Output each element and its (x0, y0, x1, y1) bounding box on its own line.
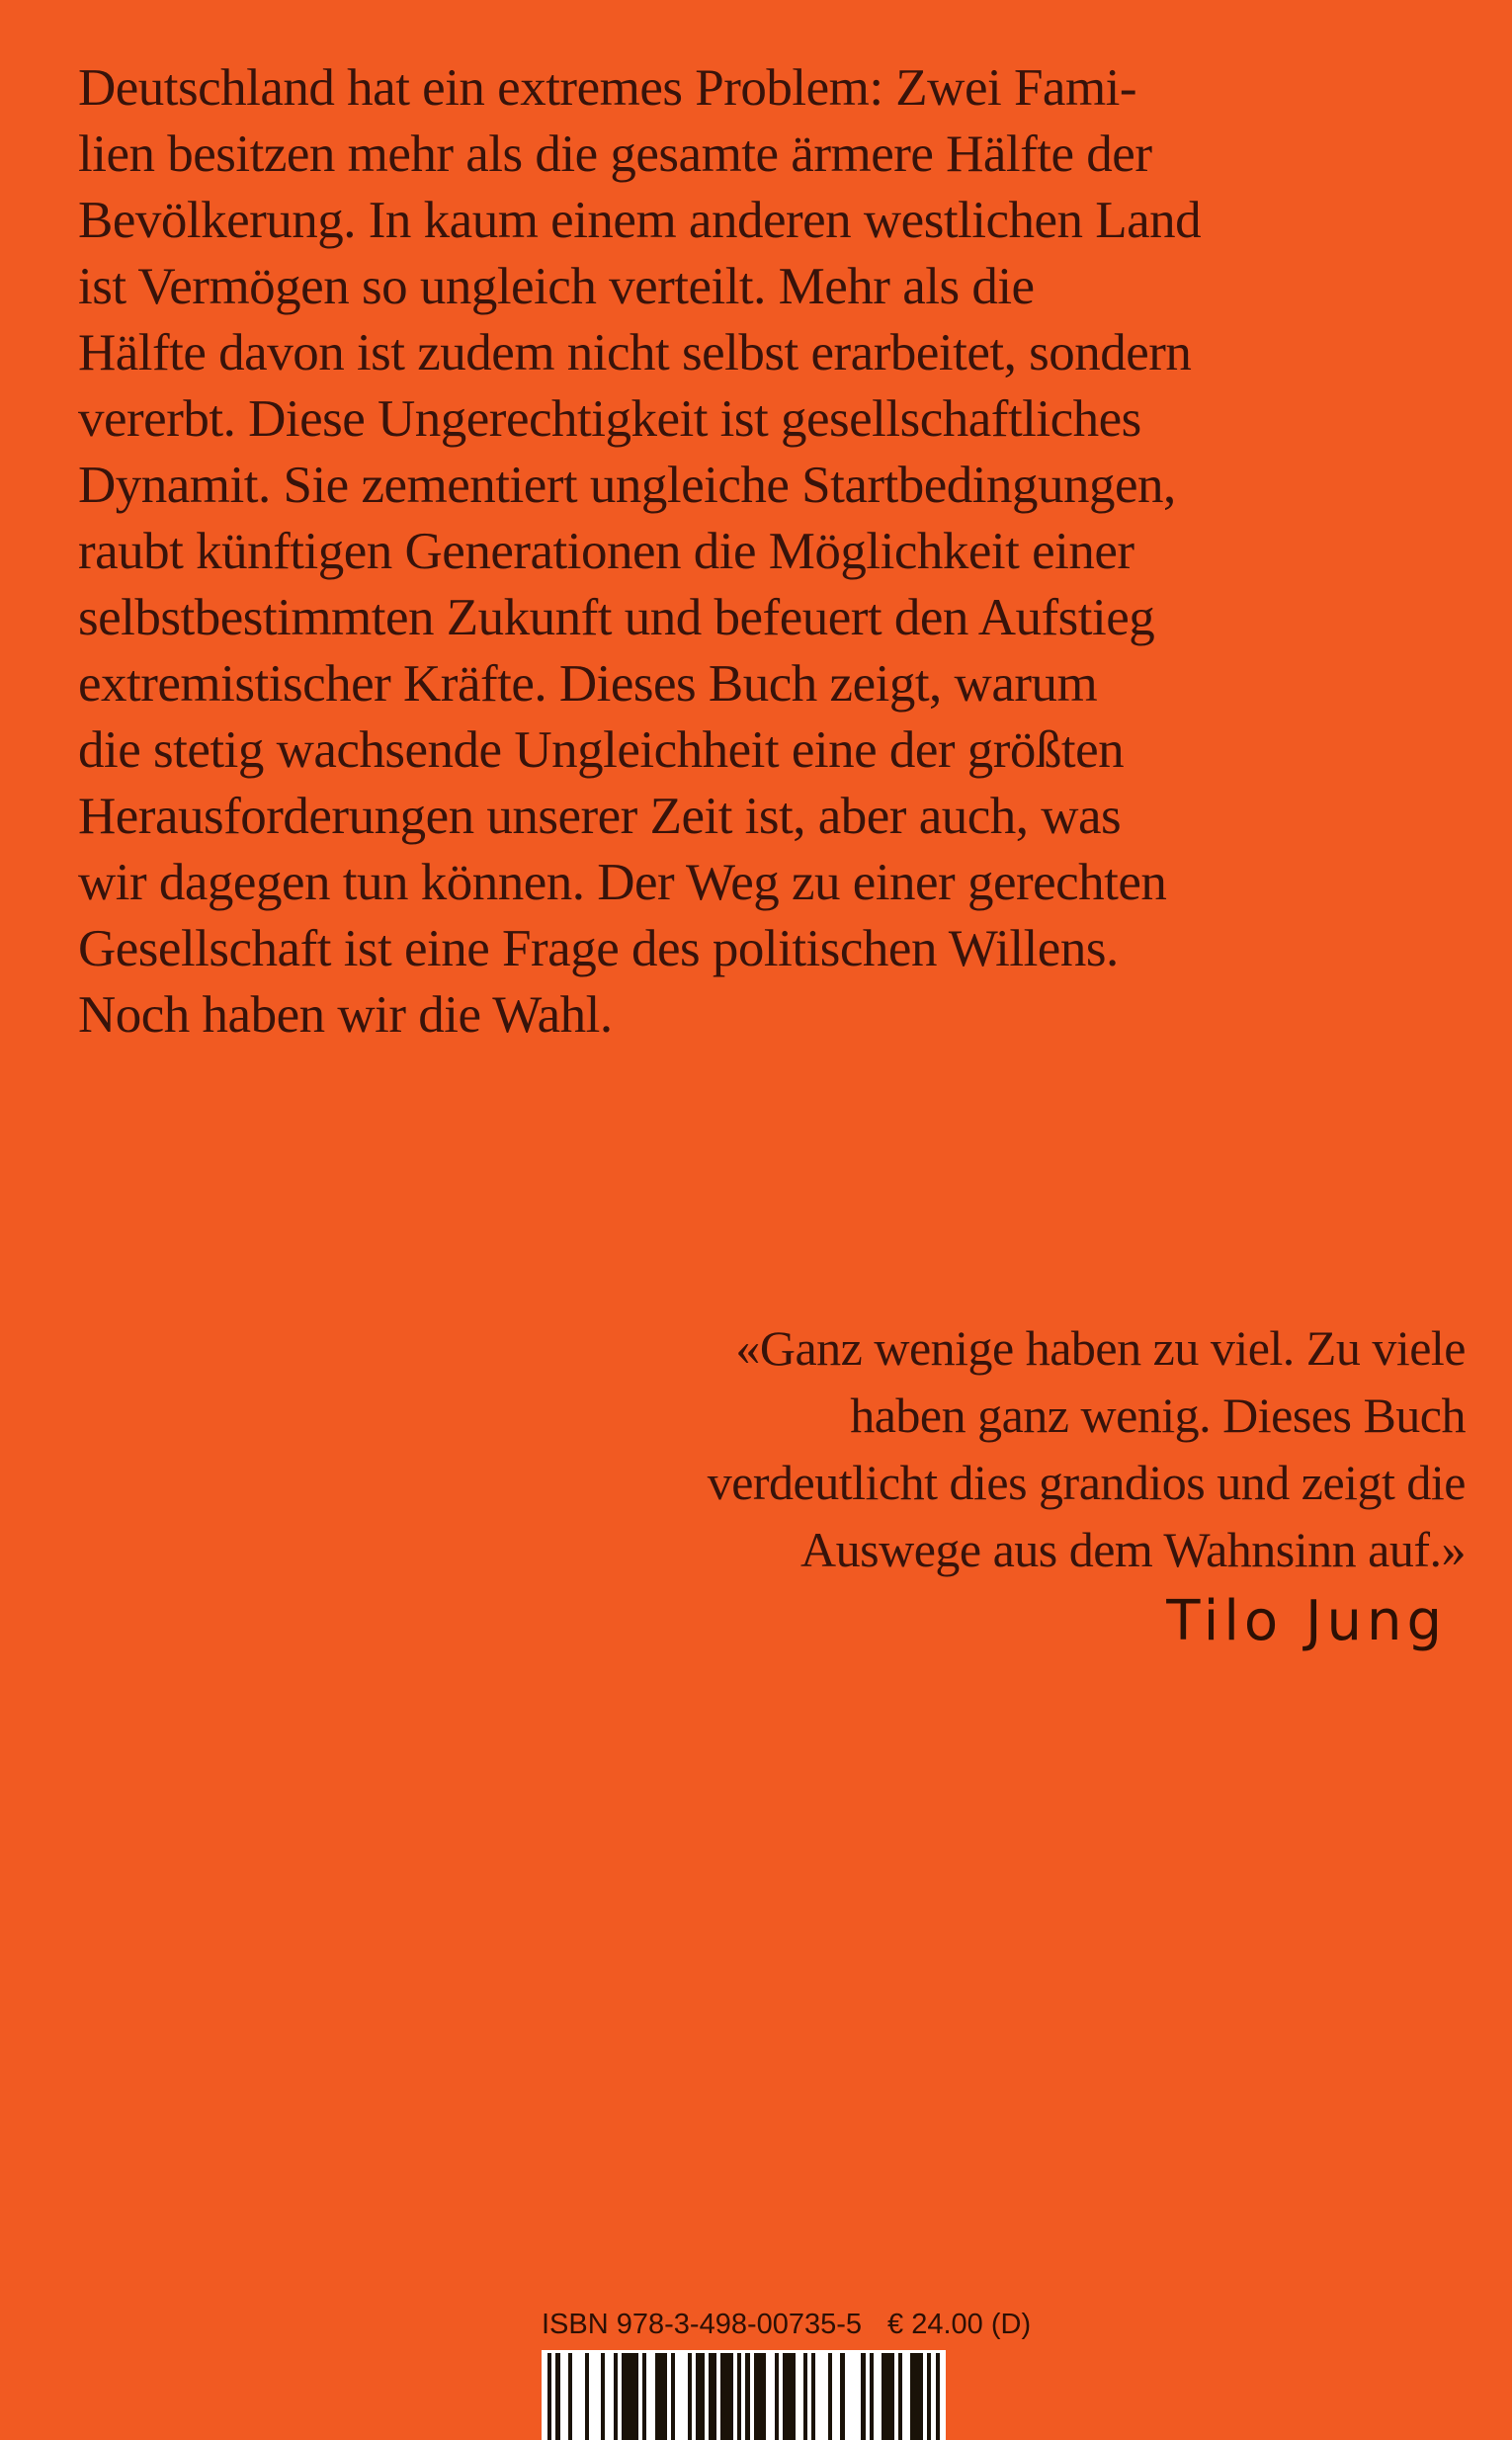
quote-line: Auswege aus dem Wahnsinn auf.» (800, 1522, 1466, 1577)
blurb-line: lien besitzen mehr als die gesamte ärmere Hälfte der (78, 126, 1152, 183)
quote-line: «Ganz wenige haben zu viel. Zu viele (735, 1320, 1466, 1376)
isbn-number: ISBN 978-3-498-00735-5 (542, 2309, 863, 2340)
blurb-line: vererbt. Diese Ungerechtigkeit ist gesellschaftliches (78, 390, 1141, 448)
blurb-text (78, 55, 1201, 1049)
quote-line: haben ganz wenig. Dieses Buch (850, 1388, 1466, 1443)
blurb-line: Herausforderungen unserer Zeit ist, aber auch, was (78, 788, 1122, 845)
blurb-line: Hälfte davon ist zudem nicht selbst erarbeitet, sondern (78, 324, 1192, 381)
quote-line: verdeutlicht dies grandios und zeigt die (707, 1455, 1466, 1510)
isbn-price-line (542, 2309, 1032, 2341)
blurb-line: ist Vermögen so ungleich verteilt. Mehr als die (78, 258, 1035, 315)
barcode-bars (547, 2353, 940, 2440)
blurb-line: Deutschland hat ein extremes Problem: Zwei Fami- (78, 59, 1137, 117)
blurb-line: Noch haben wir die Wahl. (78, 986, 613, 1044)
blurb-line: die stetig wachsende Ungleichheit eine der größten (78, 721, 1125, 779)
barcode (542, 2350, 946, 2440)
blurb-line: raubt künftigen Generationen die Möglichkeit einer (78, 523, 1134, 580)
blurb-line: extremistischer Kräfte. Dieses Buch zeigt, warum (78, 655, 1098, 713)
quote-attribution: Tilo Jung (1166, 1589, 1447, 1653)
blurb-line: Bevölkerung. In kaum einem anderen westlichen Land (78, 192, 1202, 249)
endorsement-quote (708, 1314, 1466, 1583)
blurb-line: Dynamit. Sie zementiert ungleiche Startbedingungen, (78, 457, 1176, 514)
blurb-line: selbstbestimmten Zukunft und befeuert den Aufstieg (78, 589, 1155, 646)
blurb-line: Gesellschaft ist eine Frage des politischen Willens. (78, 920, 1119, 977)
blurb-line: wir dagegen tun können. Der Weg zu einer gerechten (78, 854, 1167, 911)
price: € 24.00 (D) (887, 2309, 1032, 2340)
